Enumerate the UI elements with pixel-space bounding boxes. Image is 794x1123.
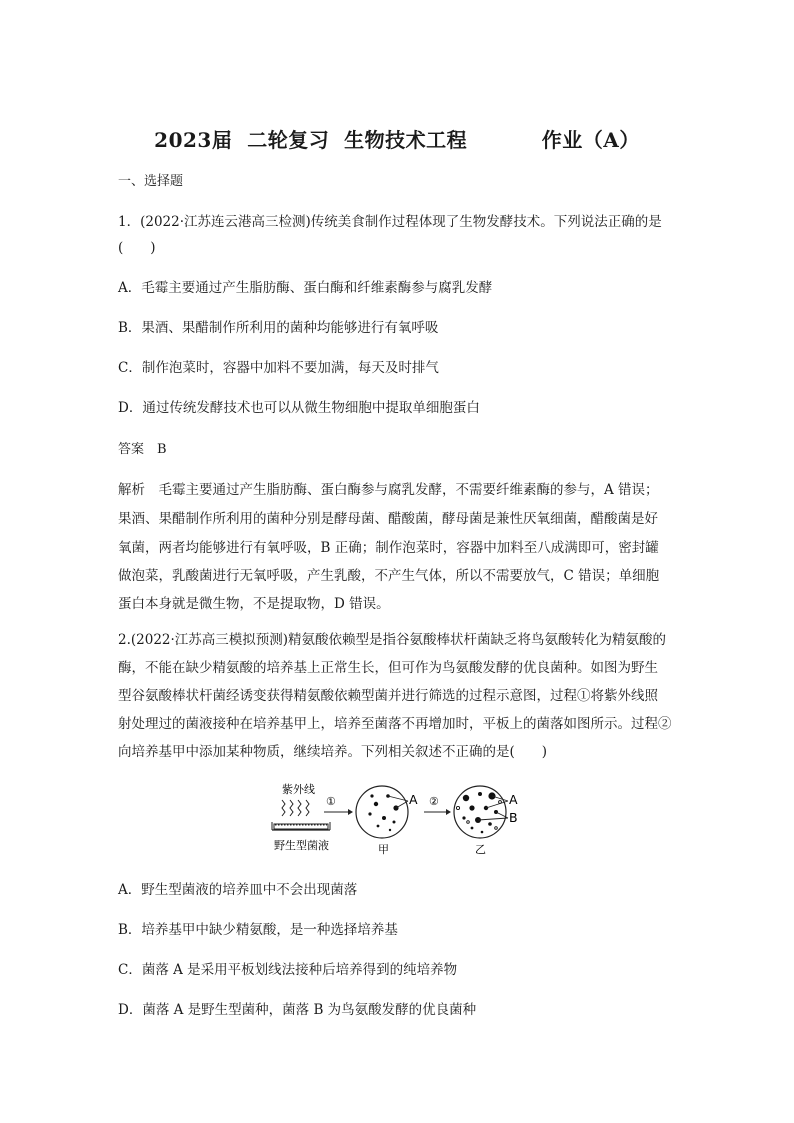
q2-stem-line: 酶，不能在缺少精氨酸的培养基上正常生长，但可作为鸟氨酸发酵的优良菌种。如图为野生 [118,660,658,676]
colony-a-label: A [509,792,518,807]
plate-jia [356,786,408,838]
step-1-label: ① [326,795,336,808]
q2-option-b: B．培养基甲中缺少精氨酸，是一种选择培养基 [118,922,398,938]
uv-label: 紫外线 [282,783,315,796]
plate-yi-label: 乙 [475,843,486,856]
q1-analysis-line: 解析 毛霉主要通过产生脂肪酶、蛋白酶参与腐乳发酵，不需要纤维素酶的参与，A 错误； [118,482,659,498]
q1-stem-line-1: 1．(2022·江苏连云港高三检测)传统美食制作过程体现了生物发酵技术。下列说法正确的是 [118,214,662,230]
q2-option-c: C．菌落 A 是采用平板划线法接种后培养得到的纯培养物 [118,962,458,978]
q1-stem-line-2: ( ) [118,240,156,256]
q1-option-a: A．毛霉主要通过产生脂肪酶、蛋白酶和纤维素酶参与腐乳发酵 [118,280,493,296]
q1-option-d: D．通过传统发酵技术也可以从微生物细胞中提取单细胞蛋白 [118,400,480,416]
q2-stem-line: 型谷氨酸棒状杆菌经诱变获得精氨酸依赖型菌并进行筛选的过程示意图，过程①将紫外线照 [118,688,658,704]
uv-rays-icon [282,800,309,816]
screening-diagram [268,774,538,856]
plate-jia-label: 甲 [378,843,389,856]
arrow-right-icon [424,809,451,815]
q2-stem-line: 向培养基甲中添加某种物质，继续培养。下列相关叙述不正确的是( ) [118,744,548,760]
q1-analysis-line: 氧菌，两者均能够进行有氧呼吸，B 正确；制作泡菜时，容器中加料至八成满即可，密封罐 [118,540,659,556]
q1-option-c: C．制作泡菜时，容器中加料不要加满，每天及时排气 [118,360,439,376]
wild-type-label: 野生型菌液 [274,839,329,852]
q1-analysis-line: 蛋白本身就是微生物，不是提取物，D 错误。 [118,596,390,612]
q2-option-d: D．菌落 A 是野生型菌种，菌落 B 为鸟氨酸发酵的优良菌种 [118,1002,477,1018]
section-heading: 一、选择题 [118,174,184,189]
q1-option-b: B．果酒、果醋制作所利用的菌种均能够进行有氧呼吸 [118,320,439,336]
q1-analysis-line: 做泡菜，乳酸菌进行无氧呼吸，产生乳酸，不产生气体，所以不需要放气，C 错误；单细胞 [118,568,660,584]
q1-answer: 答案 B [118,442,167,457]
q2-option-a: A．野生型菌液的培养皿中不会出现菌落 [118,882,358,898]
colony-b-label: B [509,810,518,825]
q1-analysis-line: 果酒、果醋制作所利用的菌种分别是酵母菌、醋酸菌，酵母菌是兼性厌氧细菌，醋酸菌是好 [118,511,658,527]
page-title: 2023届 二轮复习 生物技术工程 作业（A） [154,128,640,152]
step-2-label: ② [429,795,439,808]
colony-a-label: A [409,792,418,807]
q2-stem-line: 2.(2022·江苏高三模拟预测)精氨酸依赖型是指谷氨酸棒状杆菌缺乏将鸟氨酸转化为精氨酸的 [118,632,667,648]
q2-stem-line: 射处理过的菌液接种在培养基甲上，培养至菌落不再增加时，平板上的菌落如图所示。过程② [118,716,672,732]
arrow-right-icon [324,809,353,815]
culture-dish-icon [272,822,330,830]
